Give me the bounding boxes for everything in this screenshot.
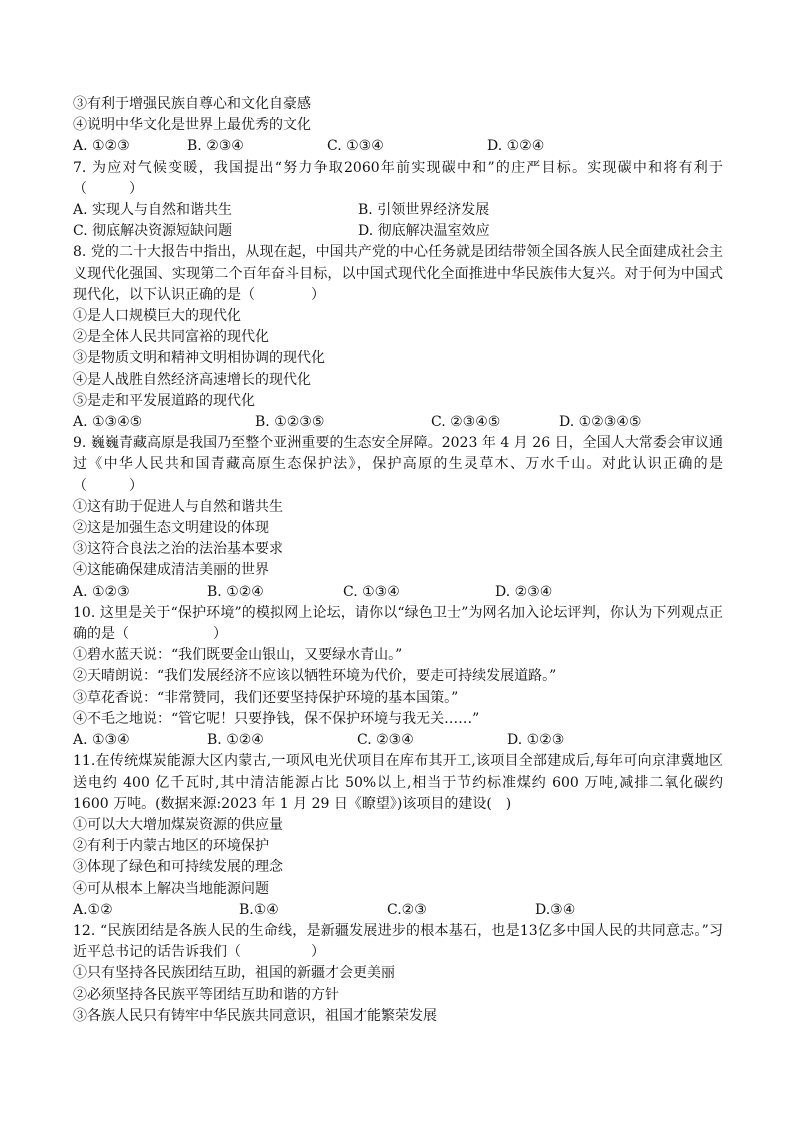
q7-option-a[interactable]: A. 实现人与自然和谐共生 bbox=[73, 202, 233, 219]
q7-option-b[interactable]: B. 引领世界经济发展 bbox=[358, 202, 490, 219]
q10-option-c[interactable]: C. ②③④ bbox=[357, 732, 414, 749]
question-6 bbox=[73, 94, 723, 158]
q9-options bbox=[73, 582, 723, 603]
q6-option-d[interactable]: D. ①②④ bbox=[487, 138, 545, 155]
exam-page bbox=[73, 94, 723, 1027]
q11-statement-3: ③体现了绿色和可持续发展的理念 bbox=[73, 859, 283, 876]
q8-option-c[interactable]: C. ②③④⑤ bbox=[431, 414, 501, 431]
q9-statement-2: ②这是加强生态文明建设的体现 bbox=[73, 520, 269, 537]
q8-options bbox=[73, 412, 723, 433]
q11-statement-2: ②有利于内蒙古地区的环境保护 bbox=[73, 838, 269, 855]
q9-option-b[interactable]: B. ①②④ bbox=[207, 583, 264, 600]
q10-statement-1: ①碧水蓝天说：“我们既要金山银山，又要绿水青山。” bbox=[73, 647, 403, 664]
q8-statement-1: ①是人口规模巨大的现代化 bbox=[73, 308, 241, 325]
q9-statement-4: ④这能确保建成清洁美丽的世界 bbox=[73, 562, 269, 579]
q11-option-c[interactable]: C.②③ bbox=[387, 901, 427, 918]
q11-statement-4: ④可从根本上解决当地能源问题 bbox=[73, 880, 269, 897]
q6-statement-4: ④说明中华文化是世界上最优秀的文化 bbox=[73, 117, 311, 134]
q7-stem: 7. 为应对气候变暖，我国提出“努力争取2060年前实现碳中和”的庄严目标。实现碳中和将有利于（ ） bbox=[73, 159, 723, 197]
q10-statement-2: ②天晴朗说：“我们发展经济不应该以牺牲环境为代价，要走可持续发展道路。” bbox=[73, 668, 557, 685]
q6-option-b[interactable]: B. ②③④ bbox=[187, 138, 244, 155]
q11-option-a[interactable]: A.①② bbox=[73, 901, 113, 918]
question-10 bbox=[73, 603, 723, 751]
q10-option-a[interactable]: A. ①③④ bbox=[73, 732, 130, 749]
q6-option-c[interactable]: C. ①③④ bbox=[327, 138, 384, 155]
q9-option-c[interactable]: C. ①③④ bbox=[343, 583, 400, 600]
question-8 bbox=[73, 242, 723, 433]
q12-statement-2: ②必须坚持各民族平等团结互助和谐的方针 bbox=[73, 986, 339, 1003]
q11-option-b[interactable]: B.①④ bbox=[239, 901, 279, 918]
question-12 bbox=[73, 921, 723, 1027]
q10-options bbox=[73, 730, 723, 751]
q8-option-b[interactable]: B. ①②③⑤ bbox=[255, 414, 325, 431]
q6-statement-3: ③有利于增强民族自尊心和文化自豪感 bbox=[73, 96, 311, 112]
q6-option-a[interactable]: A. ①②③ bbox=[73, 138, 130, 155]
q7-options-row-1 bbox=[73, 200, 723, 221]
question-9 bbox=[73, 433, 723, 603]
q8-option-a[interactable]: A. ①③④⑤ bbox=[73, 414, 143, 431]
q8-option-d[interactable]: D. ①②③④⑤ bbox=[559, 414, 642, 431]
q11-options bbox=[73, 900, 723, 921]
q8-statement-5: ⑤是走和平发展道路的现代化 bbox=[73, 392, 255, 409]
q10-statement-4: ④不毛之地说：“管它呢！只要挣钱，保不保护环境与我无关……” bbox=[73, 710, 480, 727]
q8-statement-3: ③是物质文明和精神文明相协调的现代化 bbox=[73, 350, 325, 367]
q9-stem: 9. 巍巍青藏高原是我国乃至整个亚洲重要的生态安全屏障。2023 年 4 月 26 日，全国人大常委会审议通过《中华人民共和国青藏高原生态保护法》，保护高原的生灵草木、万水千山。对此认识正确的是（ ） bbox=[73, 435, 723, 494]
q8-statement-2: ②是全体人民共同富裕的现代化 bbox=[73, 329, 269, 346]
q10-option-b[interactable]: B. ①②④ bbox=[207, 732, 264, 749]
q9-option-d[interactable]: D. ②③④ bbox=[495, 583, 553, 600]
q7-options-row-2 bbox=[73, 221, 723, 242]
q6-options bbox=[73, 136, 723, 157]
question-11 bbox=[73, 751, 723, 921]
q10-statement-3: ③草花香说：“非常赞同，我们还要坚持保护环境的基本国策。” bbox=[73, 689, 459, 706]
q11-option-d[interactable]: D.③④ bbox=[535, 901, 576, 918]
q12-stem: 12. “民族团结是各族人民的生命线，是新疆发展进步的根本基石，也是13亿多中国人民的共同意志。”习近平总书记的话告诉我们（ ） bbox=[73, 922, 723, 961]
q11-stem: 11.在传统煤炭能源大区内蒙古,一项风电光伏项目在库布其开工,该项目全部建成后,每年可向京津冀地区送电约 400 亿千瓦时,其中清洁能源占比 50%以上,相当于节约标准煤约 600 万吨,减排二氧化碳约 1600 万吨。(数据来源:2023 年 1 月 29 日《瞭望》)该项目的建设( ) bbox=[73, 753, 723, 812]
question-7 bbox=[73, 158, 723, 243]
q9-statement-1: ①这有助于促进人与自然和谐共生 bbox=[73, 498, 283, 515]
q12-statement-3: ③各族人民只有铸牢中华民族共同意识，祖国才能繁荣发展 bbox=[73, 1007, 437, 1024]
q12-statement-1: ①只有坚持各民族团结互助，祖国的新疆才会更美丽 bbox=[73, 965, 395, 982]
q10-option-d[interactable]: D. ①②③ bbox=[507, 732, 565, 749]
q9-option-a[interactable]: A. ①②③ bbox=[73, 583, 130, 600]
q9-statement-3: ③这符合良法之治的法治基本要求 bbox=[73, 541, 283, 558]
q10-stem: 10. 这里是关于“保护环境”的模拟网上论坛，请你以“绿色卫士”为网名加入论坛评判，你认为下列观点正确的是（ ） bbox=[73, 604, 723, 643]
q11-statement-1: ①可以大大增加煤炭资源的供应量 bbox=[73, 816, 283, 833]
q8-stem: 8. 党的二十大报告中指出，从现在起，中国共产党的中心任务就是团结带领全国各族人民全面建成社会主义现代化强国、实现第二个百年奋斗目标，以中国式现代化全面推进中华民族伟大复兴。对于何为中国式现代化，以下认识正确的是（ ） bbox=[73, 244, 723, 303]
q7-option-d[interactable]: D. 彻底解决温室效应 bbox=[358, 223, 490, 240]
q7-option-c[interactable]: C. 彻底解决资源短缺问题 bbox=[73, 223, 233, 240]
q8-statement-4: ④是人战胜自然经济高速增长的现代化 bbox=[73, 371, 311, 388]
